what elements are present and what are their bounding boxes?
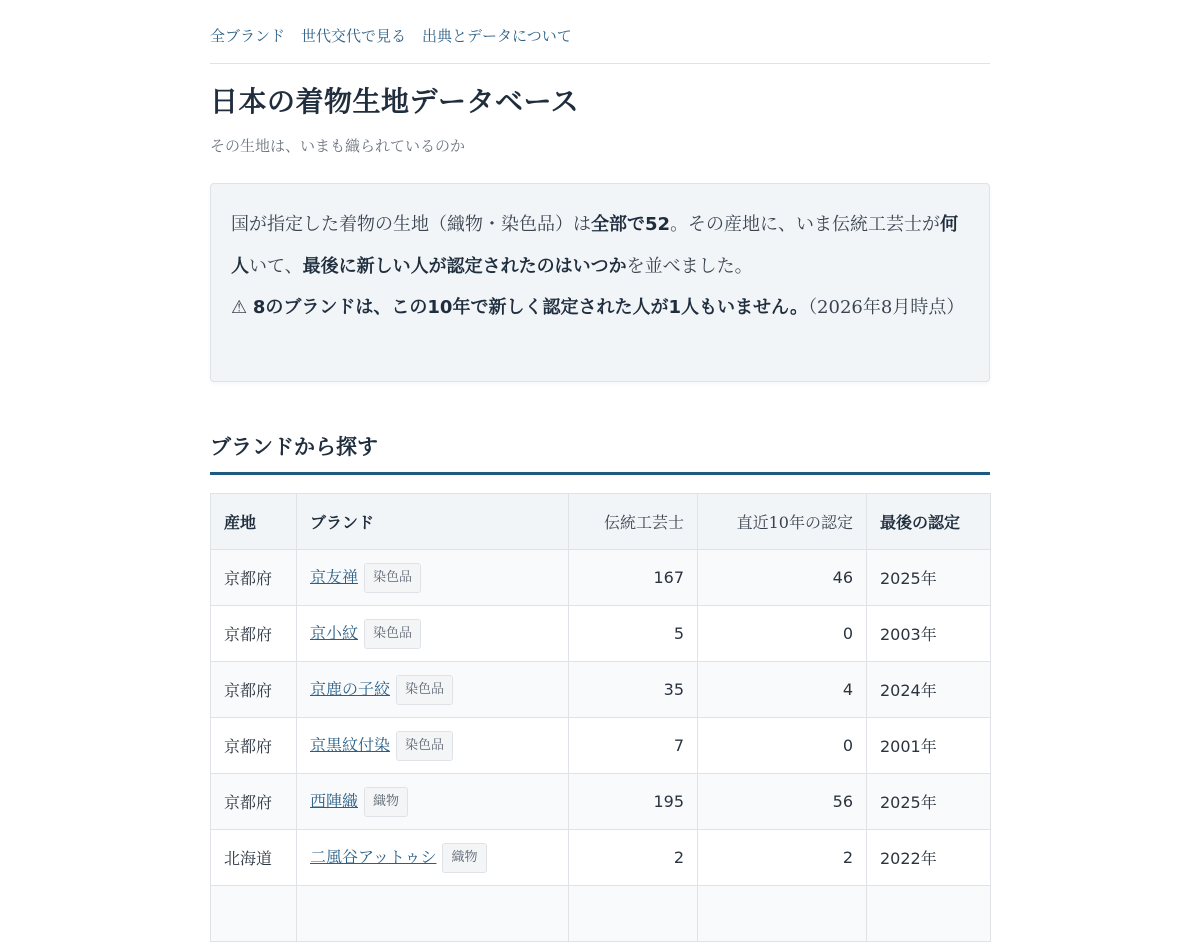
page-title: 日本の着物生地データベース <box>210 85 580 118</box>
brand-link[interactable]: 京鹿の子絞 <box>310 679 391 698</box>
summary-text: 。その産地に、いま伝統工芸士が <box>670 214 941 235</box>
cell-recent: 46 <box>698 550 867 606</box>
table-row <box>211 886 991 942</box>
warning-line <box>231 288 969 328</box>
brand-link[interactable]: 二風谷アットゥシ <box>310 847 437 866</box>
cell-region <box>211 886 297 942</box>
warning-icon: ⚠ <box>231 297 248 318</box>
category-tag: 染色品 <box>364 619 421 649</box>
cell-recent: 0 <box>698 606 867 662</box>
section-title: ブランドから探す <box>210 432 990 475</box>
brand-link[interactable]: 京黒紋付染 <box>310 735 391 754</box>
cell-artisans: 195 <box>569 774 698 830</box>
cell-brand <box>297 830 569 886</box>
cell-recent: 56 <box>698 774 867 830</box>
cell-region: 京都府 <box>211 774 297 830</box>
cell-region: 北海道 <box>211 830 297 886</box>
warning-date: （2026年8月時点） <box>808 297 965 318</box>
table-row <box>211 830 991 886</box>
cell-brand <box>297 718 569 774</box>
table-header-row <box>211 494 991 550</box>
cell-brand <box>297 774 569 830</box>
table-row <box>211 550 991 606</box>
brand-link[interactable]: 西陣織 <box>310 791 359 810</box>
warning-emphasis: 8のブランドは、この10年で新しく認定された人が1人もいません。 <box>252 297 809 318</box>
category-tag: 染色品 <box>396 731 453 761</box>
cell-brand <box>297 662 569 718</box>
summary-text: いて、 <box>249 256 303 277</box>
cell-last: 2022年 <box>867 830 991 886</box>
brand-table <box>210 493 991 942</box>
cell-artisans <box>569 886 698 942</box>
table-row <box>211 718 991 774</box>
cell-artisans: 167 <box>569 550 698 606</box>
brand-link[interactable]: 京小紋 <box>310 623 359 642</box>
summary-callout <box>210 183 990 382</box>
summary-paragraph <box>231 204 969 288</box>
nav-sources-link[interactable]: 出典とデータについて <box>422 27 572 45</box>
table-row <box>211 606 991 662</box>
summary-text: 国が指定した着物の生地（織物・染色品）は <box>231 214 591 235</box>
nav-generation-link[interactable]: 世代交代で見る <box>301 27 407 45</box>
page-subtitle: その生地は、いまも織られているのか <box>210 137 466 155</box>
category-tag: 染色品 <box>396 675 453 705</box>
summary-emphasis-total: 全部で52 <box>591 214 671 235</box>
cell-recent <box>698 886 867 942</box>
brand-link[interactable]: 京友禅 <box>310 567 359 586</box>
cell-recent: 0 <box>698 718 867 774</box>
summary-emphasis-count: 何人 <box>231 214 959 277</box>
category-tag: 織物 <box>442 843 486 873</box>
cell-artisans: 35 <box>569 662 698 718</box>
category-tag: 染色品 <box>364 563 421 593</box>
table-row <box>211 774 991 830</box>
header-recent[interactable]: 直近10年の認定 <box>698 494 867 550</box>
header-region[interactable]: 産地 <box>211 494 297 550</box>
header-last[interactable]: 最後の認定 <box>867 494 991 550</box>
cell-last: 2025年 <box>867 774 991 830</box>
cell-brand <box>297 550 569 606</box>
header-brand[interactable]: ブランド <box>297 494 569 550</box>
cell-last: 2003年 <box>867 606 991 662</box>
cell-region: 京都府 <box>211 662 297 718</box>
cell-last: 2001年 <box>867 718 991 774</box>
cell-brand <box>297 886 569 942</box>
summary-emphasis-last: 最後に新しい人が認定されたのはいつか <box>302 256 627 277</box>
cell-region: 京都府 <box>211 606 297 662</box>
cell-brand <box>297 606 569 662</box>
top-nav <box>210 0 990 64</box>
cell-last <box>867 886 991 942</box>
cell-region: 京都府 <box>211 718 297 774</box>
nav-all-brands-link[interactable]: 全ブランド <box>210 27 286 45</box>
table-row <box>211 662 991 718</box>
header-artisans[interactable]: 伝統工芸士 <box>569 494 698 550</box>
cell-recent: 4 <box>698 662 867 718</box>
summary-text: を並べました。 <box>626 256 753 277</box>
cell-region: 京都府 <box>211 550 297 606</box>
cell-last: 2024年 <box>867 662 991 718</box>
cell-last: 2025年 <box>867 550 991 606</box>
cell-artisans: 2 <box>569 830 698 886</box>
category-tag: 織物 <box>364 787 408 817</box>
cell-artisans: 5 <box>569 606 698 662</box>
cell-recent: 2 <box>698 830 867 886</box>
cell-artisans: 7 <box>569 718 698 774</box>
page-container <box>210 0 990 942</box>
